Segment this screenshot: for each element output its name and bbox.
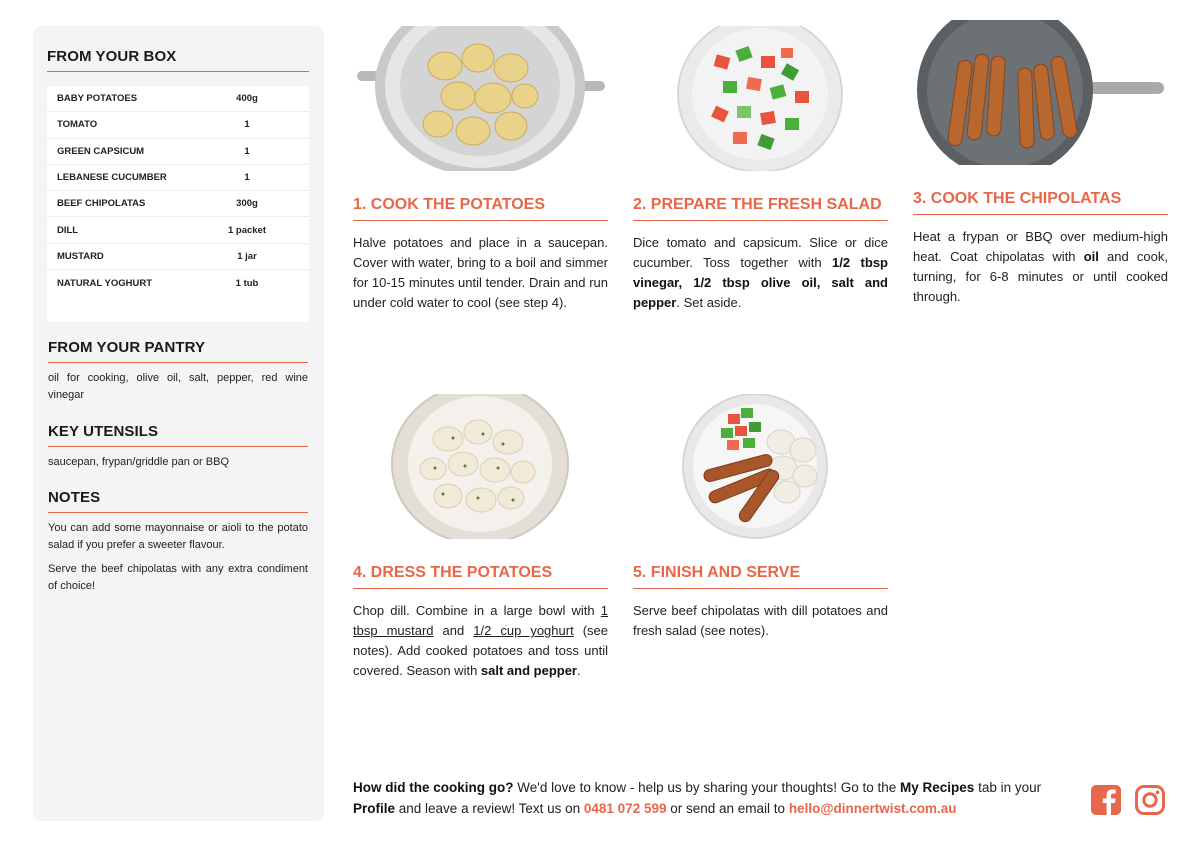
facebook-icon[interactable] [1090,784,1122,821]
notes-paragraph: You can add some mayonnaise or aioli to the potato salad if you prefer a sweeter flavour. [48,522,308,551]
phone-number[interactable]: 0481 072 599 [583,801,667,816]
utensils-section [48,423,308,471]
ingredient-row [47,244,309,270]
feedback-footer: How did the cooking go? We'd love to know - help us by sharing your thoughts! Go to the My Recipes tab in your Profile and leave a review! Text us on 0481 072 599 or send an email to hello@dinnertwist.com.au [353,780,1042,816]
step-title: 4. DRESS THE POTATOES [353,564,608,589]
step-title: 5. FINISH AND SERVE [633,564,888,589]
from-your-box-title: FROM YOUR BOX [47,48,309,72]
ingredient-qty: 1 [244,145,250,157]
step-1 [353,26,608,313]
step-text: Chop dill. Combine in a large bowl with 1 tbsp mustard and 1/2 cup yoghurt (see notes). Add cooked potatoes and toss until covered. Season with salt and pepper. [353,603,608,678]
step-title: 3. COOK THE CHIPOLATAS [913,190,1168,215]
ingredient-qty: 300g [236,198,258,210]
ingredient-qty: 1 packet [227,224,267,236]
ingredient-qty: 1 [244,172,250,184]
ingredient-row [47,165,309,191]
ingredient-row [47,191,309,217]
ingredient-name: BEEF CHIPOLATAS [57,198,146,210]
ingredient-name: GREEN CAPSICUM [57,145,145,157]
email-link[interactable]: hello@dinnertwist.com.au [788,801,957,816]
step-4 [353,394,608,681]
ingredient-name: BABY POTATOES [57,93,138,105]
social-links [1090,784,1166,821]
step-text: Serve beef chipolatas with dill potatoes and fresh salad (see notes). [633,603,888,638]
ingredient-row [47,112,309,138]
plated-dish-image [633,394,888,539]
frypan-chipolatas-image [913,20,1168,165]
step-text: Heat a frypan or BBQ over medium-high heat. Coat chipolatas with oil and cook, turning, for 6-8 minutes or until cooked through. [913,229,1168,304]
ingredient-qty: 400g [236,93,258,105]
ingredient-qty: 1 jar [237,250,257,262]
ingredient-qty: 1 [244,119,250,131]
bowl-dressed-potatoes-image [353,394,608,539]
ingredient-row [47,139,309,165]
ingredient-name: LEBANESE CUCUMBER [57,172,167,184]
pot-of-potatoes-image [353,26,608,171]
pantry-text: oil for cooking, olive oil, salt, pepper, red wine vinegar [48,372,308,401]
ingredient-name: NATURAL YOGHURT [57,277,152,289]
notes-section [48,489,308,595]
ingredient-row [47,217,309,243]
step-text: Halve potatoes and place in a saucepan. Cover with water, bring to a boil and simmer for 10-15 minutes until tender. Drain and run under cold water to cool (see step 4). [353,235,608,310]
instagram-icon[interactable] [1134,784,1166,821]
utensils-text: saucepan, frypan/griddle pan or BBQ [48,456,230,468]
step-title: 2. PREPARE THE FRESH SALAD [633,196,888,221]
from-your-box-section [47,48,309,322]
ingredient-name: DILL [57,224,79,236]
pantry-title: FROM YOUR PANTRY [48,339,308,363]
step-text: Dice tomato and capsicum. Slice or dice cucumber. Toss together with 1/2 tbsp vinegar, 1/2 tbsp olive oil, salt and pepper. Set aside. [633,235,888,310]
ingredient-qty: 1 tub [235,277,259,289]
ingredient-name: TOMATO [57,119,98,131]
ingredients-table [47,86,309,322]
notes-paragraph: Serve the beef chipolatas with any extra condiment of choice! [48,563,308,592]
step-3 [913,20,1168,307]
ingredients-sidebar [33,26,324,821]
pantry-section [48,339,308,404]
ingredient-name: MUSTARD [57,250,104,262]
step-title: 1. COOK THE POTATOES [353,196,608,221]
ingredient-row [47,86,309,112]
step-5 [633,394,888,641]
ingredient-row [47,270,309,296]
step-2 [633,26,888,313]
bowl-of-salad-image [633,26,888,171]
utensils-title: KEY UTENSILS [48,423,308,447]
notes-title: NOTES [48,489,308,513]
